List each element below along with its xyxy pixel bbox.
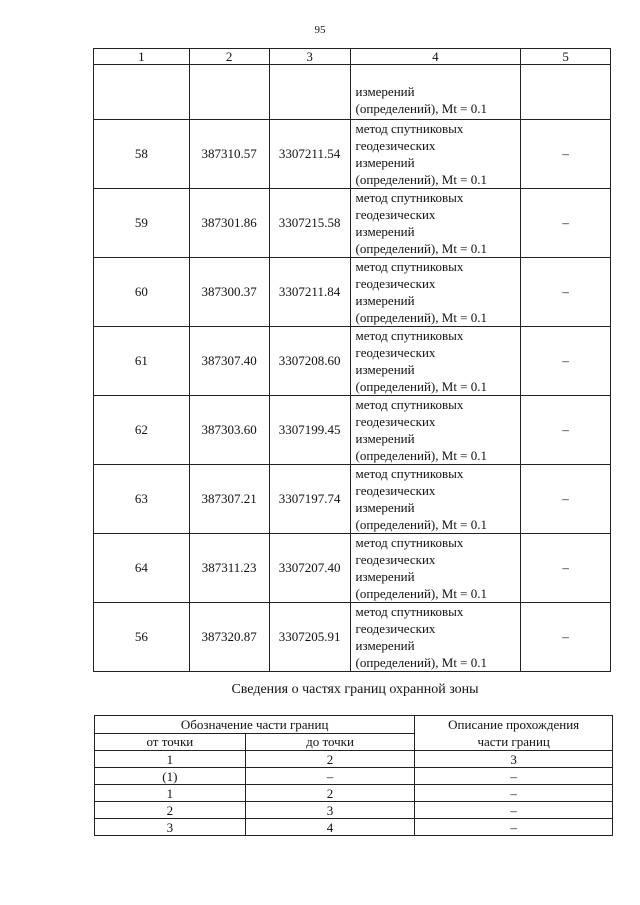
note-cell: – [521, 189, 611, 258]
note-cell: – [521, 120, 611, 189]
table-row [94, 327, 611, 396]
description-line: (определений), Mt = 0.1 [355, 172, 488, 187]
description-line: геодезических [355, 345, 436, 360]
method-description [350, 534, 521, 603]
to-point-header: до точки [245, 733, 415, 751]
column-number: 2 [245, 751, 415, 768]
section-title: Сведения о частях границ охранной зоны [231, 682, 479, 697]
point-number: 59 [94, 189, 190, 258]
method-description [350, 465, 521, 534]
x-coordinate: 387300.37 [189, 258, 269, 327]
note-cell: – [521, 327, 611, 396]
point-number: 63 [94, 465, 190, 534]
note-cell: – [521, 396, 611, 465]
part-description: – [415, 768, 613, 785]
table-row [94, 189, 611, 258]
group-header: Обозначение части границ [95, 716, 415, 734]
method-description [350, 603, 521, 672]
point-number: 64 [94, 534, 190, 603]
column-header-1: 1 [94, 49, 190, 65]
point-number: 60 [94, 258, 190, 327]
description-line: метод спутниковых [355, 466, 464, 481]
y-coordinate: 3307215.58 [269, 189, 350, 258]
method-description [350, 327, 521, 396]
description-line: метод спутниковых [355, 121, 464, 136]
point-number: 56 [94, 603, 190, 672]
description-line: (определений), Mt = 0.1 [355, 517, 488, 532]
table-row [94, 534, 611, 603]
empty-cell [269, 65, 350, 120]
method-description [350, 396, 521, 465]
header-row [95, 716, 613, 734]
description-line: (определений), Mt = 0.1 [355, 379, 488, 394]
to-point: 3 [245, 802, 415, 819]
part-description: – [415, 819, 613, 836]
description-line: геодезических [355, 276, 436, 291]
description-line: геодезических [355, 207, 436, 222]
y-coordinate: 3307205.91 [269, 603, 350, 672]
description-line: измерений [355, 224, 415, 239]
x-coordinate: 387307.40 [189, 327, 269, 396]
description-line: геодезических [355, 414, 436, 429]
x-coordinate: 387310.57 [189, 120, 269, 189]
from-point: 1 [95, 785, 246, 802]
description-line: геодезических [355, 621, 436, 636]
description-line: измерений [355, 293, 415, 308]
table-row [94, 120, 611, 189]
empty-cell [189, 65, 269, 120]
description-line: измерений [355, 362, 415, 377]
method-description [350, 65, 521, 120]
x-coordinate: 387303.60 [189, 396, 269, 465]
from-point: 3 [95, 819, 246, 836]
description-line: (определений), Mt = 0.1 [355, 448, 488, 463]
column-number: 1 [95, 751, 246, 768]
description-line: измерений [355, 500, 415, 515]
point-number: 61 [94, 327, 190, 396]
method-description [350, 258, 521, 327]
description-header [415, 716, 613, 751]
x-coordinate: 387311.23 [189, 534, 269, 603]
from-point: (1) [95, 768, 246, 785]
y-coordinate: 3307211.54 [269, 120, 350, 189]
header-row [94, 49, 611, 65]
description-line: (определений), Mt = 0.1 [355, 655, 488, 670]
to-point: 2 [245, 785, 415, 802]
column-number-row [95, 751, 613, 768]
description-line: метод спутниковых [355, 535, 464, 550]
description-line: измерений [355, 431, 415, 446]
part-description: – [415, 785, 613, 802]
method-description [350, 120, 521, 189]
x-coordinate: 387307.21 [189, 465, 269, 534]
table-row [94, 396, 611, 465]
table-row [95, 802, 613, 819]
column-header-2: 2 [189, 49, 269, 65]
description-header-line: Описание прохождения [448, 717, 580, 732]
point-number: 62 [94, 396, 190, 465]
y-coordinate: 3307207.40 [269, 534, 350, 603]
y-coordinate: 3307208.60 [269, 327, 350, 396]
continuation-row [94, 65, 611, 120]
to-point: 4 [245, 819, 415, 836]
description-line: метод спутниковых [355, 604, 464, 619]
description-line: (определений), Mt = 0.1 [355, 241, 488, 256]
coordinates-table [93, 48, 611, 672]
empty-cell [521, 65, 611, 120]
note-cell: – [521, 465, 611, 534]
description-header-line: части границ [477, 734, 550, 749]
description-line: метод спутниковых [355, 190, 464, 205]
description-line: метод спутниковых [355, 259, 464, 274]
x-coordinate: 387320.87 [189, 603, 269, 672]
x-coordinate: 387301.86 [189, 189, 269, 258]
from-point-header: от точки [95, 733, 246, 751]
empty-cell [94, 65, 190, 120]
table-row [95, 819, 613, 836]
note-cell: – [521, 603, 611, 672]
description-line: геодезических [355, 552, 436, 567]
from-point: 2 [95, 802, 246, 819]
description-line: измерений [355, 84, 415, 99]
description-line: измерений [355, 569, 415, 584]
description-line: измерений [355, 155, 415, 170]
boundary-parts-table [94, 715, 613, 836]
point-number: 58 [94, 120, 190, 189]
description-line: геодезических [355, 483, 436, 498]
table-row [94, 603, 611, 672]
table-row [94, 465, 611, 534]
y-coordinate: 3307199.45 [269, 396, 350, 465]
method-description [350, 189, 521, 258]
table-row [95, 768, 613, 785]
description-line: измерений [355, 638, 415, 653]
y-coordinate: 3307197.74 [269, 465, 350, 534]
description-line: геодезических [355, 138, 436, 153]
note-cell: – [521, 258, 611, 327]
description-line: метод спутниковых [355, 328, 464, 343]
description-line: метод спутниковых [355, 397, 464, 412]
column-header-5: 5 [521, 49, 611, 65]
to-point: – [245, 768, 415, 785]
column-header-3: 3 [269, 49, 350, 65]
table-row [95, 785, 613, 802]
column-header-4: 4 [350, 49, 521, 65]
column-number: 3 [415, 751, 613, 768]
part-description: – [415, 802, 613, 819]
description-line: (определений), Mt = 0.1 [355, 586, 488, 601]
description-line: (определений), Mt = 0.1 [355, 101, 488, 116]
y-coordinate: 3307211.84 [269, 258, 350, 327]
description-line: (определений), Mt = 0.1 [355, 310, 488, 325]
table-row [94, 258, 611, 327]
note-cell: – [521, 534, 611, 603]
page-number: 95 [314, 24, 326, 36]
